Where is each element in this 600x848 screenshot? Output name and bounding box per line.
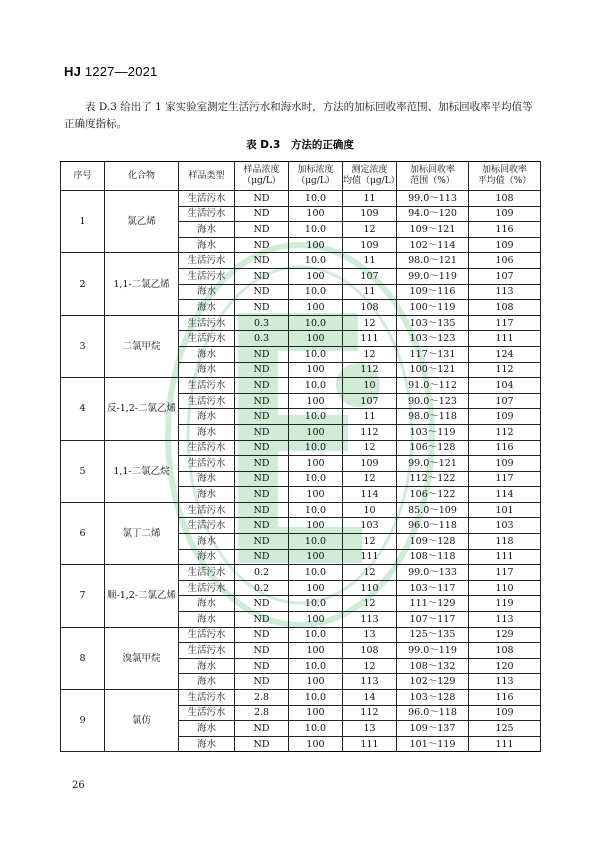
cell-recovery-range: 98.0～118 (397, 409, 469, 425)
cell-compound: 氯丁二烯 (105, 502, 179, 564)
cell-measured-mean: 112 (343, 705, 397, 721)
cell-sample-type: 海水 (179, 346, 235, 362)
cell-compound: 1,1-二氯乙烯 (105, 253, 179, 315)
cell-measured-mean: 107 (343, 268, 397, 284)
cell-sample-conc: ND (235, 456, 289, 472)
cell-spike-conc: 10.0 (289, 409, 343, 425)
cell-sample-type: 生活污水 (179, 378, 235, 394)
cell-spike-conc: 100 (289, 456, 343, 472)
cell-recovery-mean: 109 (469, 705, 541, 721)
cell-recovery-mean: 117 (469, 315, 541, 331)
cell-spike-conc: 10.0 (289, 222, 343, 238)
cell-spike-conc: 100 (289, 705, 343, 721)
cell-recovery-range: 94.0～120 (397, 206, 469, 222)
cell-recovery-mean: 103 (469, 518, 541, 534)
table-body (61, 191, 541, 752)
cell-recovery-mean: 119 (469, 596, 541, 612)
table-row (61, 315, 541, 331)
table-row (61, 378, 541, 394)
header-recovery-range: 加标回收率 范围（%） (397, 162, 469, 191)
table-caption: 表 D.3 方法的正确度 (246, 139, 354, 151)
cell-recovery-mean: 101 (469, 502, 541, 518)
cell-recovery-range: 108～132 (397, 658, 469, 674)
cell-sample-type: 海水 (179, 409, 235, 425)
cell-recovery-mean: 107 (469, 268, 541, 284)
cell-recovery-range: 109～121 (397, 222, 469, 238)
cell-seq: 9 (61, 690, 105, 752)
header-seq: 序号 (61, 162, 105, 191)
cell-sample-conc: ND (235, 643, 289, 659)
cell-sample-conc: ND (235, 268, 289, 284)
cell-seq: 8 (61, 627, 105, 689)
cell-recovery-range: 90.0～123 (397, 393, 469, 409)
cell-recovery-range: 103～119 (397, 424, 469, 440)
cell-measured-mean: 11 (343, 409, 397, 425)
page-number: 26 (72, 780, 85, 791)
cell-spike-conc: 10.0 (289, 471, 343, 487)
table-row (61, 565, 541, 581)
cell-spike-conc: 10.0 (289, 658, 343, 674)
cell-sample-conc: ND (235, 378, 289, 394)
cell-recovery-range: 106～128 (397, 440, 469, 456)
cell-recovery-mean: 109 (469, 206, 541, 222)
cell-measured-mean: 107 (343, 393, 397, 409)
cell-sample-type: 生活污水 (179, 518, 235, 534)
cell-spike-conc: 100 (289, 300, 343, 316)
header-compound: 化合物 (105, 162, 179, 191)
table-row (61, 627, 541, 643)
cell-spike-conc: 10.0 (289, 502, 343, 518)
cell-seq: 3 (61, 315, 105, 377)
cell-recovery-range: 99.0～133 (397, 565, 469, 581)
cell-sample-conc: ND (235, 191, 289, 207)
cell-sample-type: 生活污水 (179, 191, 235, 207)
cell-sample-conc: ND (235, 409, 289, 425)
cell-sample-conc: ND (235, 253, 289, 269)
cell-sample-type: 生活污水 (179, 565, 235, 581)
cell-sample-type: 海水 (179, 237, 235, 253)
cell-sample-conc: ND (235, 487, 289, 503)
cell-compound: 1,1-二氯乙烷 (105, 440, 179, 502)
table-row (61, 253, 541, 269)
cell-spike-conc: 100 (289, 487, 343, 503)
cell-recovery-range: 103～123 (397, 331, 469, 347)
cell-recovery-mean: 109 (469, 409, 541, 425)
cell-measured-mean: 12 (343, 440, 397, 456)
cell-seq: 6 (61, 502, 105, 564)
cell-spike-conc: 100 (289, 736, 343, 752)
cell-measured-mean: 114 (343, 487, 397, 503)
cell-measured-mean: 112 (343, 424, 397, 440)
cell-sample-type: 海水 (179, 658, 235, 674)
cell-recovery-range: 85.0～109 (397, 502, 469, 518)
cell-sample-conc: ND (235, 721, 289, 737)
table-row (61, 440, 541, 456)
cell-sample-type: 生活污水 (179, 580, 235, 596)
cell-spike-conc: 100 (289, 268, 343, 284)
cell-compound: 氯乙烯 (105, 191, 179, 253)
cell-seq: 1 (61, 191, 105, 253)
cell-sample-conc: ND (235, 346, 289, 362)
cell-recovery-range: 109～128 (397, 534, 469, 550)
cell-measured-mean: 12 (343, 346, 397, 362)
cell-recovery-mean: 118 (469, 534, 541, 550)
cell-recovery-range: 99.0～119 (397, 643, 469, 659)
cell-measured-mean: 113 (343, 674, 397, 690)
cell-measured-mean: 112 (343, 362, 397, 378)
standard-number: 1227—2021 (84, 64, 158, 79)
cell-measured-mean: 13 (343, 627, 397, 643)
cell-spike-conc: 100 (289, 331, 343, 347)
cell-sample-type: 生活污水 (179, 627, 235, 643)
cell-sample-conc: ND (235, 471, 289, 487)
cell-spike-conc: 100 (289, 612, 343, 628)
cell-recovery-mean: 117 (469, 565, 541, 581)
cell-spike-conc: 10.0 (289, 690, 343, 706)
cell-sample-type: 海水 (179, 596, 235, 612)
cell-sample-conc: ND (235, 440, 289, 456)
cell-recovery-range: 91.0～112 (397, 378, 469, 394)
cell-recovery-mean: 116 (469, 690, 541, 706)
cell-recovery-range: 125～135 (397, 627, 469, 643)
cell-recovery-range: 102～114 (397, 237, 469, 253)
cell-compound: 氯仿 (105, 690, 179, 752)
cell-measured-mean: 111 (343, 736, 397, 752)
cell-sample-type: 生活污水 (179, 705, 235, 721)
cell-sample-conc: ND (235, 424, 289, 440)
table-header-row (61, 162, 541, 191)
cell-spike-conc: 100 (289, 580, 343, 596)
cell-recovery-mean: 124 (469, 346, 541, 362)
cell-recovery-range: 102～129 (397, 674, 469, 690)
cell-recovery-mean: 112 (469, 424, 541, 440)
cell-compound: 顺-1,2-二氯乙烯 (105, 565, 179, 627)
cell-spike-conc: 10.0 (289, 721, 343, 737)
cell-recovery-mean: 116 (469, 440, 541, 456)
cell-spike-conc: 100 (289, 549, 343, 565)
cell-sample-conc: ND (235, 736, 289, 752)
cell-sample-conc: ND (235, 627, 289, 643)
cell-recovery-range: 109～116 (397, 284, 469, 300)
cell-recovery-mean: 114 (469, 487, 541, 503)
cell-sample-type: 生活污水 (179, 268, 235, 284)
cell-recovery-mean: 113 (469, 674, 541, 690)
cell-sample-conc: ND (235, 518, 289, 534)
cell-sample-type: 生活污水 (179, 502, 235, 518)
cell-sample-conc: ND (235, 596, 289, 612)
cell-spike-conc: 10.0 (289, 627, 343, 643)
cell-sample-type: 海水 (179, 487, 235, 503)
cell-sample-conc: ND (235, 284, 289, 300)
cell-recovery-mean: 108 (469, 643, 541, 659)
cell-spike-conc: 100 (289, 206, 343, 222)
cell-spike-conc: 100 (289, 424, 343, 440)
cell-spike-conc: 10.0 (289, 191, 343, 207)
cell-recovery-mean: 110 (469, 580, 541, 596)
cell-measured-mean: 111 (343, 331, 397, 347)
header-sample-conc: 样品浓度 （μg/L） (235, 162, 289, 191)
cell-sample-conc: ND (235, 534, 289, 550)
cell-sample-conc: ND (235, 300, 289, 316)
cell-sample-type: 生活污水 (179, 440, 235, 456)
cell-spike-conc: 10.0 (289, 565, 343, 581)
cell-sample-conc: ND (235, 502, 289, 518)
cell-recovery-range: 108～118 (397, 549, 469, 565)
cell-recovery-range: 109～137 (397, 721, 469, 737)
cell-measured-mean: 109 (343, 237, 397, 253)
cell-recovery-range: 100～121 (397, 362, 469, 378)
header-recovery-mean: 加标回收率 平均值（%） (469, 162, 541, 191)
cell-sample-type: 海水 (179, 424, 235, 440)
cell-sample-type: 海水 (179, 612, 235, 628)
cell-recovery-range: 99.0～121 (397, 456, 469, 472)
cell-sample-type: 生活污水 (179, 315, 235, 331)
cell-measured-mean: 12 (343, 565, 397, 581)
cell-spike-conc: 10.0 (289, 253, 343, 269)
cell-compound: 反-1,2-二氯乙烯 (105, 378, 179, 440)
cell-sample-type: 生活污水 (179, 456, 235, 472)
cell-sample-type: 生活污水 (179, 643, 235, 659)
cell-spike-conc: 100 (289, 393, 343, 409)
standard-prefix: HJ (64, 64, 82, 79)
cell-recovery-range: 99.0～113 (397, 191, 469, 207)
cell-measured-mean: 12 (343, 534, 397, 550)
header-measured-mean: 测定浓度 均值（μg/L） (343, 162, 397, 191)
cell-sample-type: 海水 (179, 721, 235, 737)
cell-spike-conc: 100 (289, 362, 343, 378)
cell-recovery-range: 100～119 (397, 300, 469, 316)
cell-recovery-range: 117～131 (397, 346, 469, 362)
cell-measured-mean: 13 (343, 721, 397, 737)
cell-sample-type: 海水 (179, 300, 235, 316)
cell-sample-type: 海水 (179, 534, 235, 550)
cell-sample-type: 生活污水 (179, 690, 235, 706)
cell-recovery-mean: 120 (469, 658, 541, 674)
cell-recovery-mean: 108 (469, 191, 541, 207)
cell-recovery-mean: 111 (469, 736, 541, 752)
cell-recovery-range: 96.0～118 (397, 705, 469, 721)
cell-recovery-range: 103～128 (397, 690, 469, 706)
cell-recovery-mean: 113 (469, 612, 541, 628)
cell-recovery-mean: 109 (469, 456, 541, 472)
cell-sample-conc: ND (235, 658, 289, 674)
cell-sample-conc: 0.2 (235, 580, 289, 596)
cell-recovery-mean: 129 (469, 627, 541, 643)
cell-recovery-mean: 104 (469, 378, 541, 394)
cell-recovery-range: 101～119 (397, 736, 469, 752)
cell-sample-conc: 0.3 (235, 315, 289, 331)
cell-measured-mean: 109 (343, 206, 397, 222)
cell-sample-conc: 2.8 (235, 705, 289, 721)
cell-sample-type: 海水 (179, 736, 235, 752)
cell-measured-mean: 111 (343, 549, 397, 565)
cell-recovery-range: 103～135 (397, 315, 469, 331)
cell-recovery-range: 96.0～118 (397, 518, 469, 534)
cell-recovery-range: 99.0～119 (397, 268, 469, 284)
cell-sample-type: 生活污水 (179, 206, 235, 222)
cell-sample-conc: ND (235, 393, 289, 409)
cell-sample-type: 海水 (179, 284, 235, 300)
cell-measured-mean: 12 (343, 471, 397, 487)
cell-sample-conc: 0.2 (235, 565, 289, 581)
cell-measured-mean: 11 (343, 253, 397, 269)
table-row (61, 502, 541, 518)
cell-measured-mean: 113 (343, 612, 397, 628)
cell-recovery-mean: 111 (469, 549, 541, 565)
cell-sample-type: 生活污水 (179, 253, 235, 269)
cell-recovery-mean: 107 (469, 393, 541, 409)
cell-measured-mean: 109 (343, 456, 397, 472)
cell-recovery-range: 111～129 (397, 596, 469, 612)
cell-recovery-mean: 109 (469, 237, 541, 253)
cell-measured-mean: 110 (343, 580, 397, 596)
cell-sample-conc: 2.8 (235, 690, 289, 706)
cell-recovery-range: 106～122 (397, 487, 469, 503)
cell-spike-conc: 100 (289, 518, 343, 534)
cell-sample-conc: ND (235, 206, 289, 222)
intro-paragraph: 表 D.3 给出了 1 家实验室测定生活污水和海水时，方法的加标回收率范围、加标回收率平均值等正确度指标。 (64, 101, 533, 130)
cell-recovery-range: 112～122 (397, 471, 469, 487)
cell-recovery-range: 103～117 (397, 580, 469, 596)
cell-measured-mean: 12 (343, 658, 397, 674)
header-spike-conc: 加标浓度 （μg/L） (289, 162, 343, 191)
document-header (64, 64, 157, 79)
cell-recovery-mean: 108 (469, 300, 541, 316)
cell-sample-conc: ND (235, 222, 289, 238)
cell-measured-mean: 108 (343, 300, 397, 316)
cell-spike-conc: 10.0 (289, 440, 343, 456)
cell-recovery-mean: 116 (469, 222, 541, 238)
cell-measured-mean: 11 (343, 191, 397, 207)
cell-sample-conc: ND (235, 674, 289, 690)
cell-spike-conc: 10.0 (289, 284, 343, 300)
accuracy-table (60, 161, 541, 752)
cell-sample-type: 生活污水 (179, 393, 235, 409)
cell-sample-type: 海水 (179, 549, 235, 565)
cell-spike-conc: 10.0 (289, 346, 343, 362)
cell-measured-mean: 12 (343, 596, 397, 612)
cell-measured-mean: 12 (343, 315, 397, 331)
cell-spike-conc: 100 (289, 643, 343, 659)
cell-measured-mean: 11 (343, 284, 397, 300)
cell-sample-conc: ND (235, 362, 289, 378)
table-row (61, 690, 541, 706)
cell-spike-conc: 10.0 (289, 315, 343, 331)
cell-measured-mean: 108 (343, 643, 397, 659)
cell-spike-conc: 10.0 (289, 596, 343, 612)
cell-seq: 4 (61, 378, 105, 440)
cell-recovery-range: 98.0～121 (397, 253, 469, 269)
cell-compound: 二氯甲烷 (105, 315, 179, 377)
cell-measured-mean: 12 (343, 222, 397, 238)
cell-seq: 2 (61, 253, 105, 315)
cell-recovery-mean: 112 (469, 362, 541, 378)
cell-sample-type: 海水 (179, 674, 235, 690)
cell-recovery-mean: 125 (469, 721, 541, 737)
cell-spike-conc: 10.0 (289, 378, 343, 394)
cell-measured-mean: 14 (343, 690, 397, 706)
cell-seq: 5 (61, 440, 105, 502)
table-row (61, 191, 541, 207)
cell-recovery-range: 107～117 (397, 612, 469, 628)
cell-sample-conc: 0.3 (235, 331, 289, 347)
cell-sample-conc: ND (235, 612, 289, 628)
cell-sample-conc: ND (235, 549, 289, 565)
cell-measured-mean: 10 (343, 378, 397, 394)
header-sample-type: 样品类型 (179, 162, 235, 191)
cell-measured-mean: 10 (343, 502, 397, 518)
cell-spike-conc: 100 (289, 237, 343, 253)
cell-sample-type: 海水 (179, 222, 235, 238)
cell-sample-conc: ND (235, 237, 289, 253)
cell-spike-conc: 100 (289, 674, 343, 690)
cell-recovery-mean: 111 (469, 331, 541, 347)
cell-measured-mean: 103 (343, 518, 397, 534)
cell-sample-type: 生活污水 (179, 331, 235, 347)
cell-recovery-mean: 106 (469, 253, 541, 269)
cell-compound: 溴氯甲烷 (105, 627, 179, 689)
cell-spike-conc: 10.0 (289, 534, 343, 550)
cell-recovery-mean: 113 (469, 284, 541, 300)
cell-recovery-mean: 117 (469, 471, 541, 487)
cell-seq: 7 (61, 565, 105, 627)
cell-sample-type: 海水 (179, 471, 235, 487)
cell-sample-type: 海水 (179, 362, 235, 378)
